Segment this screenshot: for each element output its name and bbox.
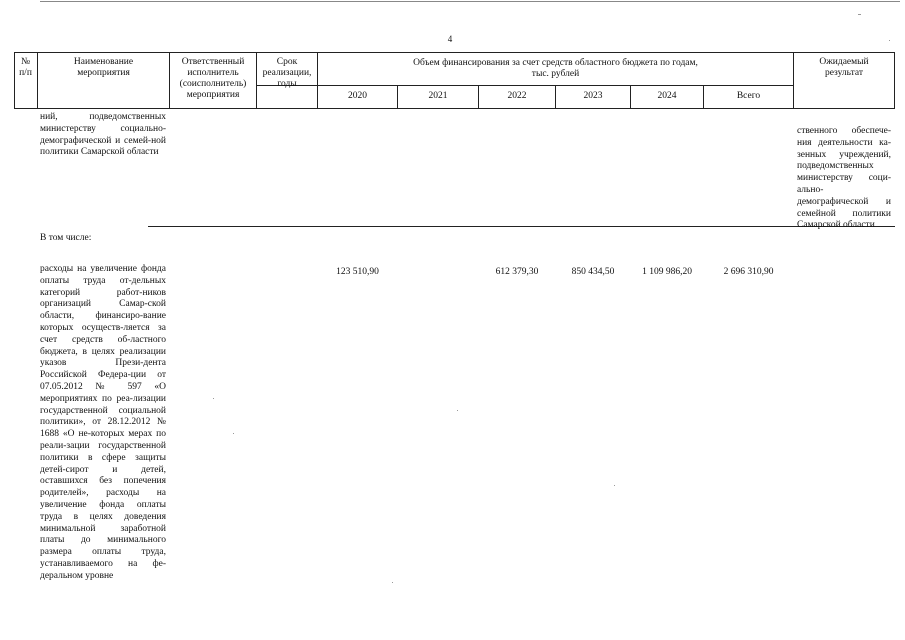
header-executor: Ответственный исполнитель (соисполнитель) мероприятия xyxy=(179,57,247,100)
scan-speck xyxy=(233,433,234,434)
header-year-2022: 2022 xyxy=(507,91,527,101)
row2-value-total: 2 696 310,90 xyxy=(723,267,774,277)
scan-edge-line xyxy=(40,1,900,2)
row2-name: расходы на увеличение фонда оплаты труда от-дельных категорий работ-ников организаций Самар-ской области, финансиро-вание которых осуществ-ляется за счет средств об-ластного бюджета, в целях реализации указов Прези-дента Российской Федера-ции от 07.05.2012 № 597 «О мероприятиях по реа-лизации государственной социальной политики», от 28.12.2012 № 1688 «О не-которых мерах по реали-зации государственной политики в сфере защиты детей-сирот и детей, оставшихся без попечения родителей», расходы на увеличение фонда оплаты труда в целях доведения минимальной заработной платы до минимального размера оплаты труда, устанавливаемого на фе-деральном уровне xyxy=(40,264,166,581)
scan-speck xyxy=(457,410,458,411)
row1-result-continuation: ственного обеспече-ния деятельности ка-зенных учреждений, подведомственных министерству соци-ально-демографической и семейной политики Самарской области xyxy=(797,126,891,231)
scan-speck xyxy=(858,14,861,15)
scan-speck xyxy=(614,485,615,486)
including-label: В том числе: xyxy=(40,233,92,243)
row-divider xyxy=(148,226,895,227)
header-bottom-border xyxy=(14,108,895,109)
scan-speck xyxy=(889,40,890,41)
page-number: 4 xyxy=(447,34,453,44)
header-year-2021: 2021 xyxy=(428,91,448,101)
years-row-divider xyxy=(256,85,793,86)
row1-name-continuation: ний, подведомственных министерству социально-демографической и семей-ной политики Самарской области xyxy=(40,112,166,158)
scan-speck xyxy=(213,398,214,399)
header-num: № п/п xyxy=(19,57,32,78)
scan-speck xyxy=(392,582,393,583)
header-result: Ожидаемый результат xyxy=(819,57,869,78)
header-year-2023: 2023 xyxy=(583,91,603,101)
header-year-2020: 2020 xyxy=(348,91,367,101)
row2-value-2023: 850 434,50 xyxy=(571,267,615,277)
table-top-border xyxy=(14,52,895,53)
col-border xyxy=(894,52,895,108)
header-total: Всего xyxy=(736,91,761,101)
row2-value-2020: 123 510,90 xyxy=(336,267,379,277)
row2-value-2024: 1 109 986,20 xyxy=(642,267,692,277)
header-period: Срок реализации, годы xyxy=(262,57,312,89)
header-year-2024: 2024 xyxy=(657,91,677,101)
row2-value-2022: 612 379,30 xyxy=(495,267,539,277)
header-name: Наименование мероприятия xyxy=(73,57,134,78)
header-funding: Объем финансирования за счет средств областного бюджета по годам, тыс. рублей xyxy=(413,58,698,79)
